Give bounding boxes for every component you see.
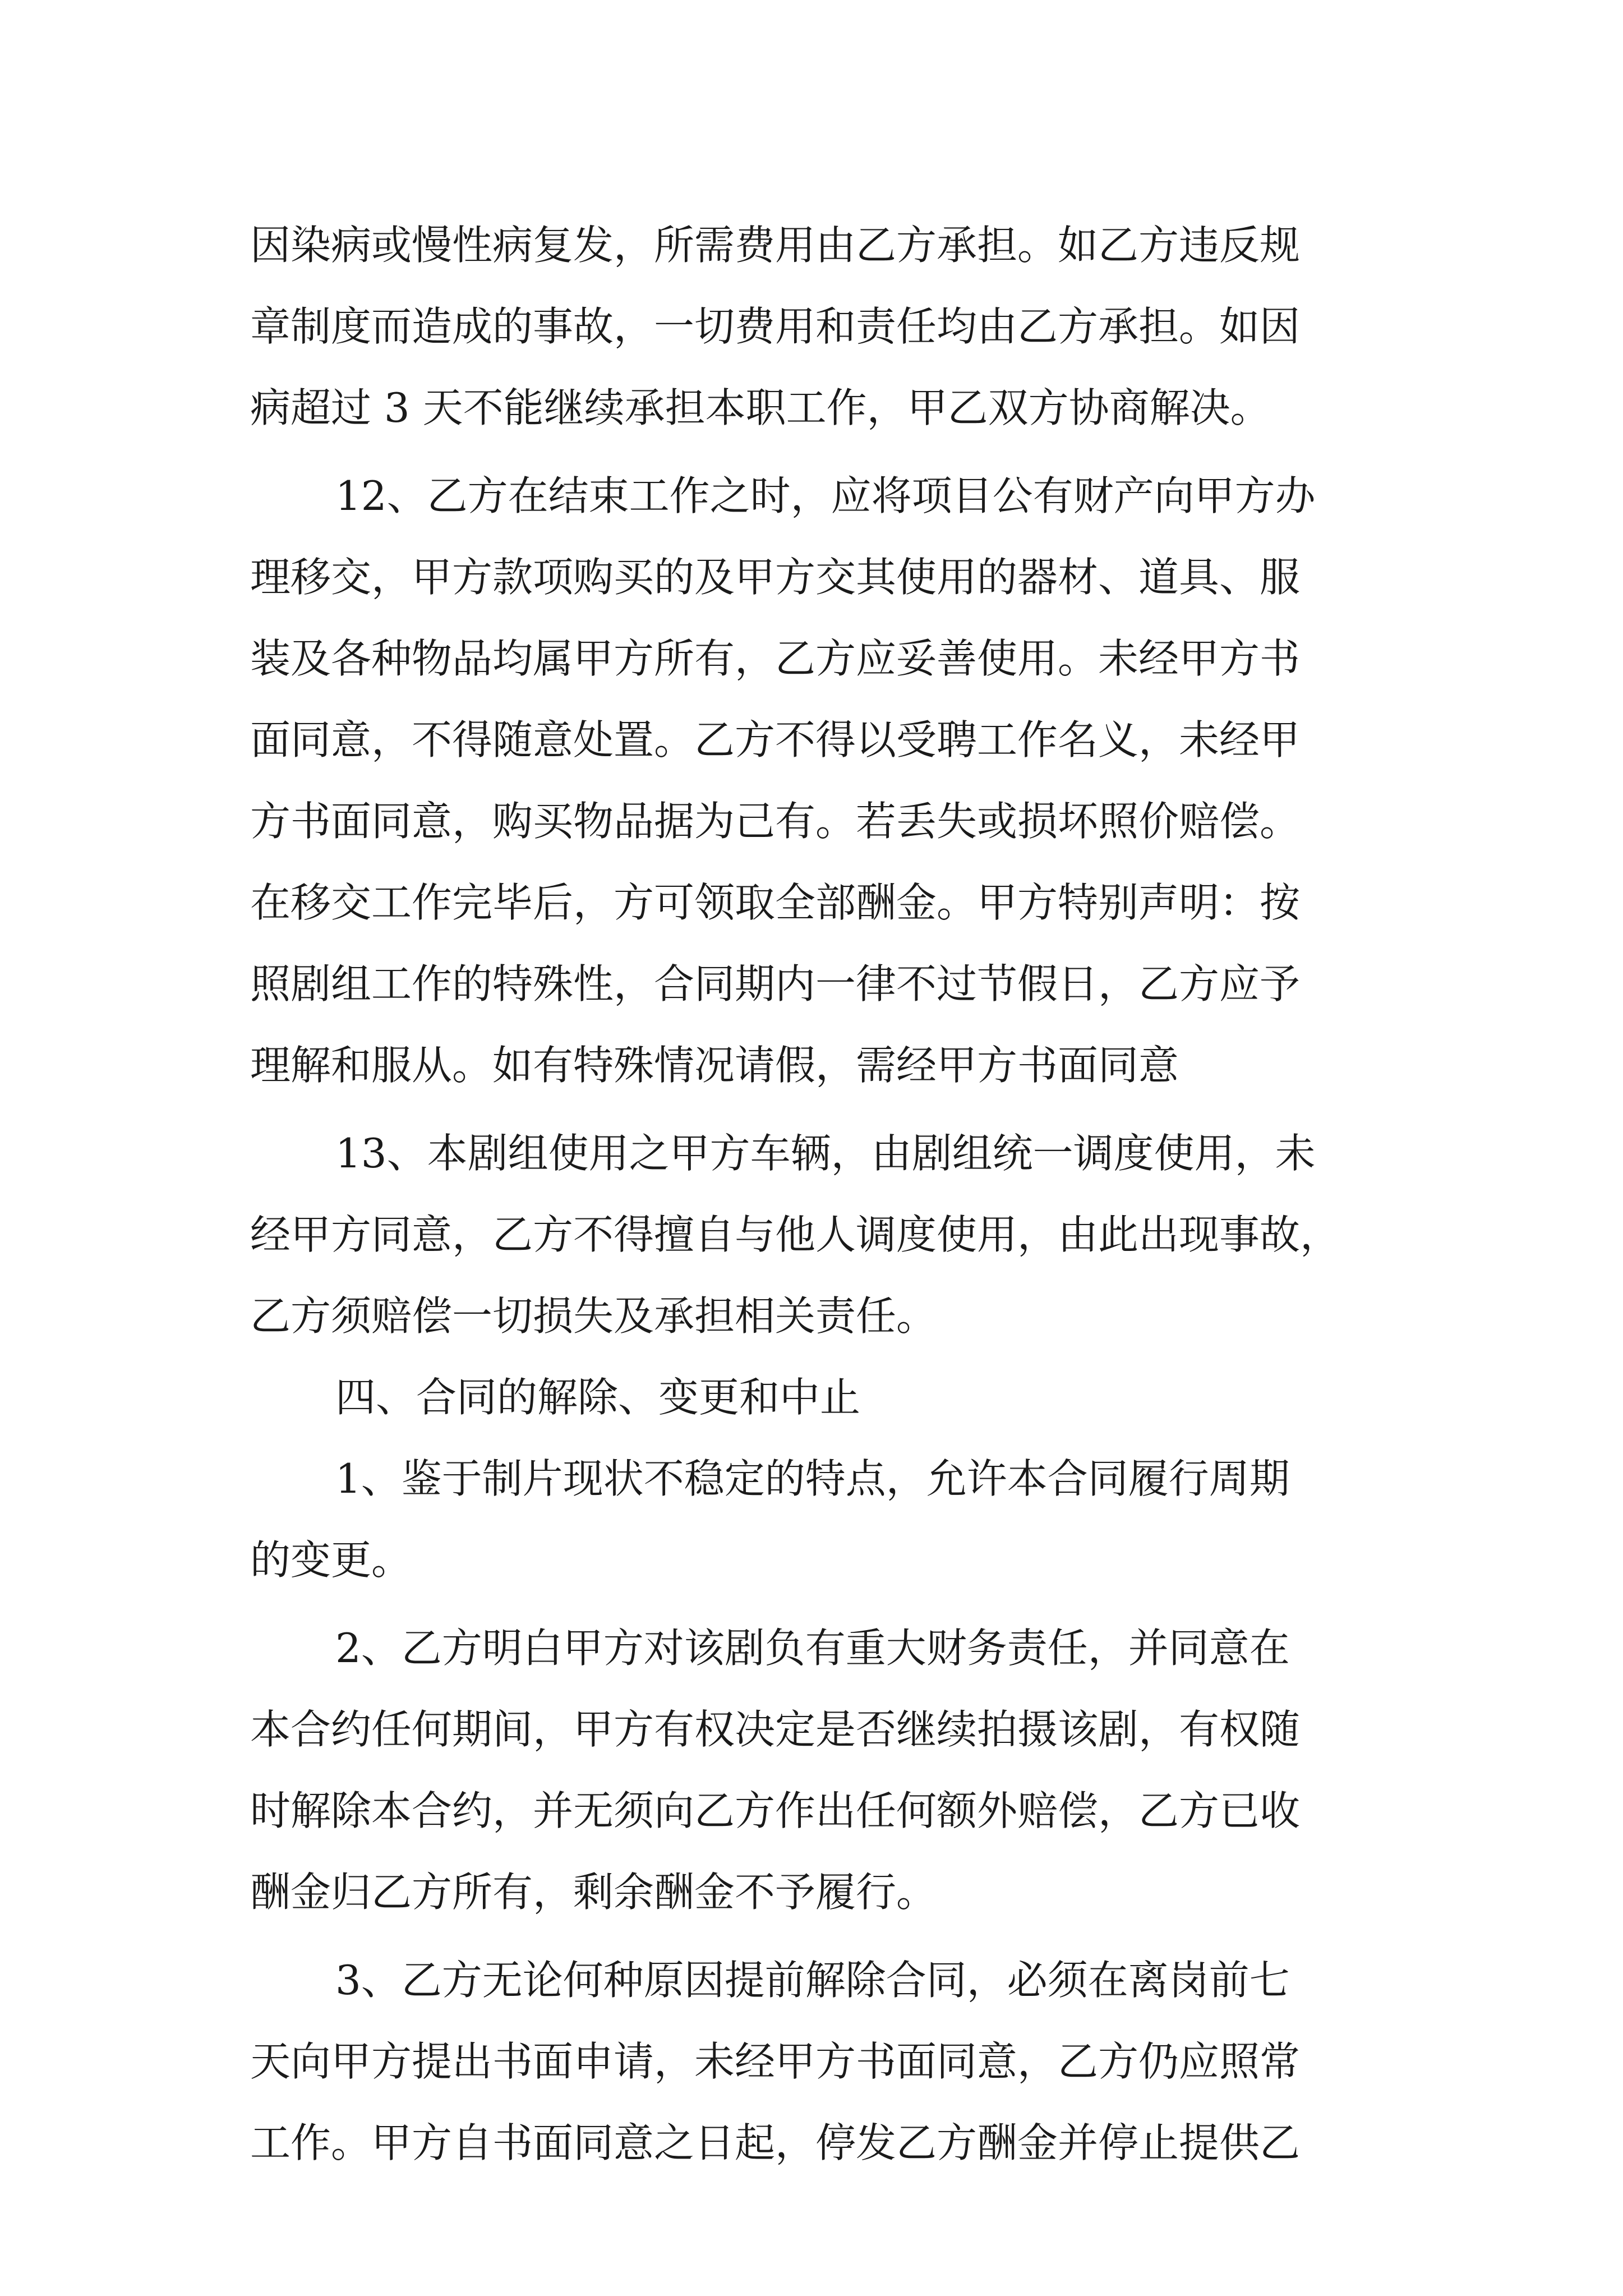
text-line: 病超过 3 天不能继续承担本职工作，甲乙双方协商解决。	[250, 384, 1271, 431]
text-line: 工作。甲方自书面同意之日起，停发乙方酬金并停止提供乙	[250, 2119, 1301, 2166]
text-line: 3、乙方无论何种原因提前解除合同，必须在离岗前七	[335, 1957, 1290, 2004]
paragraph-clause-2	[250, 1608, 1383, 1933]
text-line: 因染病或慢性病复发，所需费用由乙方承担。如乙方违反规	[250, 222, 1301, 269]
text-line: 装及各种物品均属甲方所有，乙方应妥善使用。未经甲方书	[250, 635, 1301, 682]
text-line: 天向甲方提出书面申请，未经甲方书面同意，乙方仍应照常	[250, 2038, 1301, 2085]
text-line: 面同意，不得随意处置。乙方不得以受聘工作名义，未经甲	[250, 716, 1301, 763]
text-line: 四、合同的解除、变更和中止	[335, 1374, 861, 1421]
text-line: 2、乙方明白甲方对该剧负有重大财务责任，并同意在	[335, 1625, 1290, 1672]
text-line: 在移交工作完毕后，方可领取全部酬金。甲方特别声明：按	[250, 879, 1301, 926]
paragraph-clause-3	[250, 1940, 1383, 2184]
text-line: 照剧组工作的特殊性，合同期内一律不过节假日，乙方应予	[250, 960, 1301, 1007]
paragraph-clause-13	[250, 1113, 1383, 1357]
text-line: 经甲方同意，乙方不得擅自与他人调度使用，由此出现事故，	[250, 1211, 1341, 1258]
document-body	[250, 205, 1383, 2184]
text-line: 章制度而造成的事故，一切费用和责任均由乙方承担。如因	[250, 303, 1301, 350]
text-line: 时解除本合约，并无须向乙方作出任何额外赔偿，乙方已收	[250, 1787, 1301, 1834]
text-line: 的变更。	[250, 1536, 412, 1584]
paragraph-clause-1	[250, 1438, 1383, 1601]
text-line: 1、鉴于制片现状不稳定的特点，允许本合同履行周期	[335, 1455, 1290, 1502]
section-heading-termination	[250, 1357, 1383, 1438]
text-line: 本合约任何期间，甲方有权决定是否继续拍摄该剧，有权随	[250, 1706, 1301, 1753]
text-line: 13、本剧组使用之甲方车辆，由剧组统一调度使用，未	[335, 1130, 1316, 1177]
text-line: 方书面同意，购买物品据为己有。若丢失或损坏照价赔偿。	[250, 798, 1301, 845]
text-line: 理移交，甲方款项购买的及甲方交其使用的器材、道具、服	[250, 554, 1301, 601]
text-line: 酬金归乙方所有，剩余酬金不予履行。	[250, 1869, 937, 1916]
text-line: 理解和服从。如有特殊情况请假，需经甲方书面同意	[250, 1042, 1179, 1089]
text-line: 12、乙方在结束工作之时，应将项目公有财产向甲方办	[335, 472, 1316, 519]
paragraph-continuation-illness	[250, 205, 1383, 449]
paragraph-clause-12	[250, 455, 1383, 1106]
text-line: 乙方须赔偿一切损失及承担相关责任。	[250, 1292, 937, 1340]
